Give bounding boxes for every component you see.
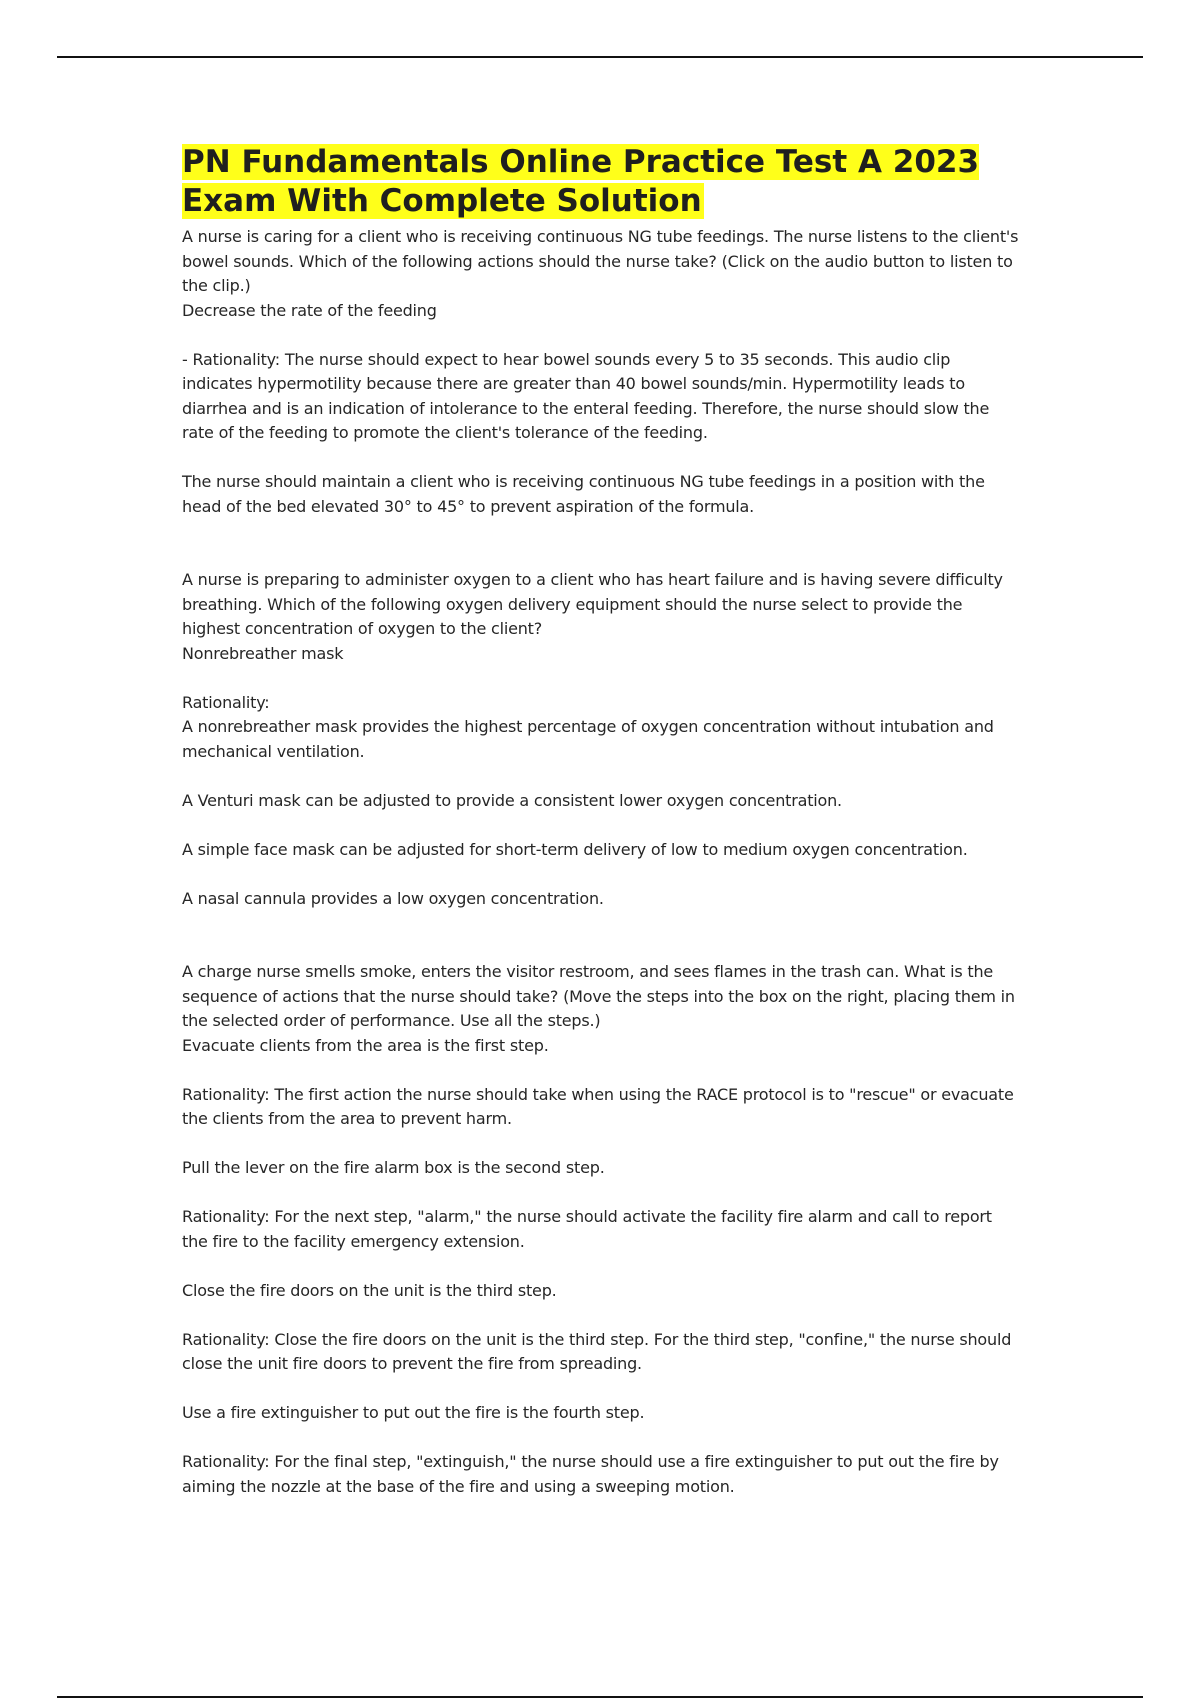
q3-step-1: Evacuate clients from the area is the first step. [182,1035,549,1055]
q3-rationale-2: Rationality: For the next step, "alarm," the nurse should activate the facility fire alarm and call to report the fire to the facility emergency extension. [182,1207,992,1251]
q2-rationale-1: A nonrebreather mask provides the highest percentage of oxygen concentration without intubation and mechanical ventilation. [182,717,994,761]
q1-rationale: - Rationality: The nurse should expect to hear bowel sounds every 5 to 35 seconds. This audio clip indicates hypermotility because there are greater than 40 bowel sounds/min. Hypermotility leads to diarrhea and is an indication of intolerance to the enteral feeding. Therefore, the nurse should slow the rate of the feeding to promote the client's tolerance of the feeding. [182,349,990,442]
q3-question: A charge nurse smells smoke, enters the visitor restroom, and sees flames in the trash can. What is the sequence of actions that the nurse should take? (Move the steps into the box on the right, placing them in the selected order of performance. Use all the steps.) [182,962,1015,1030]
q2-rationale-2: A Venturi mask can be adjusted to provide a consistent lower oxygen concentration. [182,790,842,810]
q2-rationale-4: A nasal cannula provides a low oxygen concentration. [182,888,604,908]
document-body [182,143,1022,1499]
q3-rationale-3: Rationality: Close the fire doors on the unit is the third step. For the third step, "confine," the nurse should close the unit fire doors to prevent the fire from spreading. [182,1329,1012,1373]
q3-rationale-4: Rationality: For the final step, "extinguish," the nurse should use a fire extinguisher to put out the fire by aiming the nozzle at the base of the fire and using a sweeping motion. [182,1452,999,1496]
q2-question: A nurse is preparing to administer oxygen to a client who has heart failure and is having severe difficulty breathing. Which of the following oxygen delivery equipment should the nurse select to provide the highest concentration of oxygen to the client? [182,570,1003,638]
q2-answer: Nonrebreather mask [182,643,344,663]
q3-step-4: Use a fire extinguisher to put out the fire is the fourth step. [182,1403,645,1422]
title-highlight: PN Fundamentals Online Practice Test A 2023 Exam With Complete Solution [182,144,980,219]
page-top-rule [57,56,1143,58]
q2-rationale-label: Rationality: [182,692,270,712]
page-bottom-rule [57,1696,1143,1698]
q3-step-2: Pull the lever on the fire alarm box is the second step. [182,1158,605,1177]
q3-rationale-1: Rationality: The first action the nurse should take when using the RACE protocol is to "rescue" or evacuate the clients from the area to prevent harm. [182,1084,1014,1128]
q1-question: A nurse is caring for a client who is receiving continuous NG tube feedings. The nurse listens to the client's bowel sounds. Which of the following actions should the nurse take? (Click on the audio button to listen to the clip.) [182,227,1019,295]
q2-rationale-3: A simple face mask can be adjusted for short-term delivery of low to medium oxygen concentration. [182,839,968,859]
document-text [182,225,1022,1499]
q1-answer: Decrease the rate of the feeding [182,300,437,320]
q3-step-3: Close the fire doors on the unit is the third step. [182,1280,557,1300]
document-title [182,143,1022,221]
q1-note: The nurse should maintain a client who is receiving continuous NG tube feedings in a position with the head of the bed elevated 30° to 45° to prevent aspiration of the formula. [182,472,985,516]
